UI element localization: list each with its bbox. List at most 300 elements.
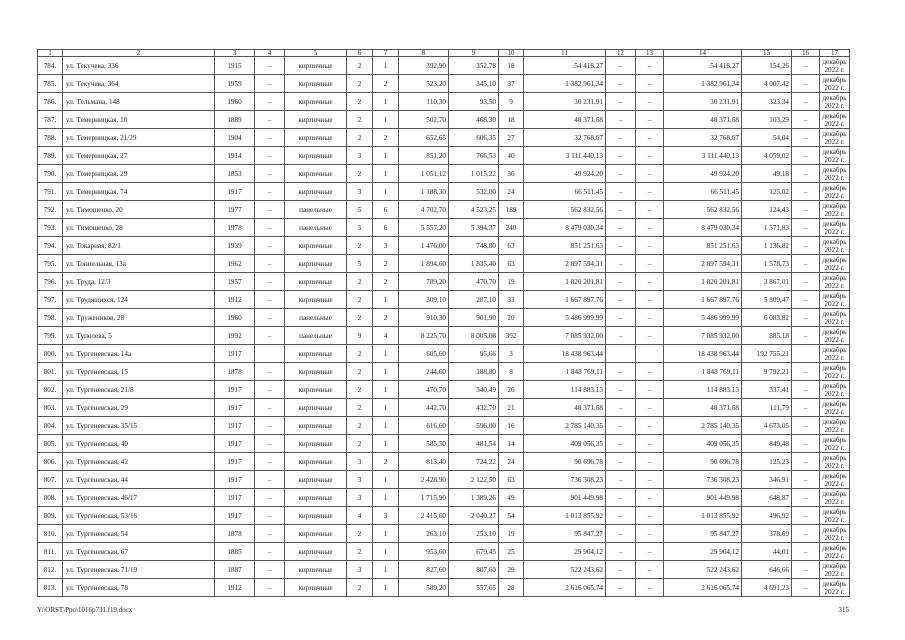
column-number: 9 [449, 50, 499, 57]
address-cell: ул. Тургеневская, 53/16 [63, 507, 215, 525]
table-cell: 808. [38, 489, 63, 507]
table-cell: 24 [499, 453, 524, 471]
table-cell: 3 111 440,13 [524, 147, 606, 165]
table-cell: 1 015,22 [449, 165, 499, 183]
column-number: 5 [285, 50, 347, 57]
column-number: 11 [524, 50, 606, 57]
table-row [38, 111, 850, 129]
table-cell: – [792, 129, 820, 147]
month-cell: декабрь 2022 г. [820, 165, 850, 183]
table-cell: 29 [499, 561, 524, 579]
table-cell: 812. [38, 561, 63, 579]
table-cell: – [255, 525, 285, 543]
table-cell: 481,54 [449, 435, 499, 453]
month-cell: декабрь 2022 г. [820, 363, 850, 381]
table-cell: 90 696,78 [524, 453, 606, 471]
table-cell: 1 578,73 [742, 255, 792, 273]
table-cell: 18 438 963,44 [524, 345, 606, 363]
table-cell: 66 511,45 [524, 183, 606, 201]
column-number: 8 [399, 50, 449, 57]
footer-page-number: 315 [838, 606, 849, 614]
table-cell: 605,60 [399, 345, 449, 363]
table-cell: 797. [38, 291, 63, 309]
table-row [38, 93, 850, 111]
table-cell: – [606, 327, 636, 345]
table-row [38, 183, 850, 201]
table-cell: 1878 [215, 363, 255, 381]
table-cell: 557,65 [449, 579, 499, 597]
table-cell: 6 [373, 219, 399, 237]
table-cell: – [792, 93, 820, 111]
table-cell: 791. [38, 183, 63, 201]
table-cell: 496,92 [742, 507, 792, 525]
table-cell: – [636, 327, 664, 345]
table-cell: кирпичные [285, 129, 347, 147]
table-cell: 953,60 [399, 543, 449, 561]
table-cell: – [792, 561, 820, 579]
table-row [38, 525, 850, 543]
column-number: 2 [63, 50, 215, 57]
address-cell: ул. Темерницкая, 10 [63, 111, 215, 129]
table-cell: 1960 [215, 309, 255, 327]
table-cell: – [636, 489, 664, 507]
table-cell: 748,80 [449, 237, 499, 255]
table-cell: 2 [347, 417, 373, 435]
footer-file-path: Y:\ORST\Ppo\1016p731.f19.docx [37, 606, 133, 614]
table-cell: – [636, 561, 664, 579]
table-cell: 18 [499, 57, 524, 75]
table-cell: 798. [38, 309, 63, 327]
table-cell: 49,18 [742, 165, 792, 183]
table-cell: панельные [285, 201, 347, 219]
table-cell: – [636, 453, 664, 471]
month-cell: декабрь 2022 г. [820, 435, 850, 453]
table-cell: – [606, 561, 636, 579]
table-cell: 785. [38, 75, 63, 93]
column-number-row [38, 50, 850, 57]
table-row [38, 291, 850, 309]
table-cell: – [792, 201, 820, 219]
table-cell: 2 415,60 [399, 507, 449, 525]
table-cell: 48 371,68 [664, 111, 742, 129]
table-cell: кирпичные [285, 363, 347, 381]
table-cell: 8 225,70 [399, 327, 449, 345]
table-cell: 14 [499, 435, 524, 453]
table-cell: 1 [373, 543, 399, 561]
table-cell: 1 051,12 [399, 165, 449, 183]
column-number: 13 [636, 50, 664, 57]
column-number: 16 [792, 50, 820, 57]
month-cell: декабрь 2022 г. [820, 417, 850, 435]
table-cell: – [255, 363, 285, 381]
table-cell: 4 702,70 [399, 201, 449, 219]
month-cell: декабрь 2022 г. [820, 273, 850, 291]
table-cell: 1 571,83 [742, 219, 792, 237]
address-cell: ул. Тургеневская, 54 [63, 525, 215, 543]
table-cell: 345,10 [449, 75, 499, 93]
table-cell: 110,30 [399, 93, 449, 111]
table-cell: 851 251,63 [524, 237, 606, 255]
column-number: 6 [347, 50, 373, 57]
month-cell: декабрь 2022 г. [820, 507, 850, 525]
month-cell: декабрь 2022 г. [820, 147, 850, 165]
table-cell: 287,10 [449, 291, 499, 309]
table-cell: 2 785 140,35 [524, 417, 606, 435]
table-cell: 4 [373, 327, 399, 345]
table-cell: – [606, 201, 636, 219]
table-cell: 646,66 [742, 561, 792, 579]
table-cell: 792. [38, 201, 63, 219]
table-cell: – [606, 543, 636, 561]
table-cell: – [636, 291, 664, 309]
month-cell: декабрь 2022 г. [820, 381, 850, 399]
table-cell [792, 345, 820, 363]
table-cell: 801. [38, 363, 63, 381]
table-cell: 66 511,45 [664, 183, 742, 201]
table-cell: 851 251,63 [664, 237, 742, 255]
table-cell: 3 [347, 471, 373, 489]
table-cell: 806. [38, 453, 63, 471]
table-cell: – [606, 363, 636, 381]
month-cell: декабрь 2022 г. [820, 579, 850, 597]
table-cell: панельные [285, 309, 347, 327]
table-cell: – [606, 507, 636, 525]
table-cell: 20 [499, 309, 524, 327]
table-cell: 2 [347, 75, 373, 93]
table-cell: 679,45 [449, 543, 499, 561]
table-cell: 2 [347, 165, 373, 183]
table-row [38, 543, 850, 561]
month-cell: декабрь 2022 г. [820, 219, 850, 237]
table-cell: 154,26 [742, 57, 792, 75]
table-cell: 432,70 [449, 399, 499, 417]
table-cell: 1 013 855,92 [664, 507, 742, 525]
table-cell: 470,70 [399, 381, 449, 399]
table-cell: – [792, 363, 820, 381]
table-cell: – [792, 489, 820, 507]
table-cell: 1 [373, 165, 399, 183]
table-cell: – [636, 507, 664, 525]
table-cell: кирпичные [285, 183, 347, 201]
table-row [38, 129, 850, 147]
table-cell: – [792, 507, 820, 525]
table-cell: 804. [38, 417, 63, 435]
table-cell: – [255, 579, 285, 597]
table-cell: 5 [347, 201, 373, 219]
table-cell: 4 007,42 [742, 75, 792, 93]
table-cell: 1 715,90 [399, 489, 449, 507]
table-cell: 9 [499, 93, 524, 111]
table-cell: 30 231,91 [664, 93, 742, 111]
table-cell: 63 [499, 255, 524, 273]
table-cell: 125,02 [742, 183, 792, 201]
table-row [38, 363, 850, 381]
table-cell: 606,35 [449, 129, 499, 147]
table-row [38, 57, 850, 75]
table-row [38, 471, 850, 489]
table-cell: – [636, 237, 664, 255]
table-cell: 910,30 [399, 309, 449, 327]
table-cell: – [792, 57, 820, 75]
table-cell: 1 [373, 561, 399, 579]
table-cell: 44,01 [742, 543, 792, 561]
table-cell: 93,50 [449, 93, 499, 111]
table-cell: 803. [38, 399, 63, 417]
table-cell: – [255, 327, 285, 345]
table-cell: – [792, 255, 820, 273]
table-cell: 1 [373, 435, 399, 453]
table-cell: 25 [499, 543, 524, 561]
table-cell: 49 [499, 489, 524, 507]
table-cell: 32 768,07 [524, 129, 606, 147]
table-cell: 1917 [215, 381, 255, 399]
table-cell: – [255, 57, 285, 75]
table-cell: 21 [499, 399, 524, 417]
table-cell: – [606, 417, 636, 435]
table-cell: – [636, 471, 664, 489]
address-cell: ул. Тургеневская, 67 [63, 543, 215, 561]
address-cell: ул. Тимошенко, 20 [63, 201, 215, 219]
table-cell: 33 [499, 291, 524, 309]
table-cell: – [606, 183, 636, 201]
address-cell: ул. Тургеневская, 44 [63, 471, 215, 489]
table-cell: – [792, 75, 820, 93]
month-cell: декабрь 2022 г. [820, 57, 850, 75]
table-cell: 522 243,62 [664, 561, 742, 579]
table-cell: 2 785 140,35 [664, 417, 742, 435]
table-cell: – [636, 273, 664, 291]
table-row [38, 309, 850, 327]
table-cell: – [636, 543, 664, 561]
table-cell: 2 [347, 345, 373, 363]
column-number: 4 [255, 50, 285, 57]
table-cell: 244,60 [399, 363, 449, 381]
table-row [38, 165, 850, 183]
address-cell: ул. Текучева, 336 [63, 57, 215, 75]
table-cell: – [255, 111, 285, 129]
table-cell: – [636, 219, 664, 237]
table-cell: 3 [347, 489, 373, 507]
table-cell: 188,80 [449, 363, 499, 381]
address-cell: ул. Тургеневская, 29 [63, 399, 215, 417]
table-cell: 3 [347, 453, 373, 471]
table-cell: 1917 [215, 417, 255, 435]
table-cell: 523,20 [399, 75, 449, 93]
table-cell: 2 [373, 255, 399, 273]
month-cell: декабрь 2022 г. [820, 345, 850, 363]
table-cell: – [255, 399, 285, 417]
table-cell: кирпичные [285, 435, 347, 453]
table-cell: 1917 [215, 345, 255, 363]
table-cell: – [792, 237, 820, 255]
table-cell: 468,30 [449, 111, 499, 129]
month-cell: декабрь 2022 г. [820, 525, 850, 543]
table-cell: 1992 [215, 327, 255, 345]
table-cell: 789. [38, 147, 63, 165]
address-cell: ул. Тургеневская, 46/17 [63, 489, 215, 507]
table-cell: 648,87 [742, 489, 792, 507]
table-cell: – [792, 399, 820, 417]
table-cell: 562 832,56 [664, 201, 742, 219]
table-cell: 1 848 769,11 [524, 363, 606, 381]
table-cell: – [255, 453, 285, 471]
table-cell: – [255, 273, 285, 291]
table-cell: 2 897 594,31 [664, 255, 742, 273]
table-cell: – [792, 309, 820, 327]
table-cell: 562 832,56 [524, 201, 606, 219]
table-cell: – [255, 381, 285, 399]
table-cell: 1 835,40 [449, 255, 499, 273]
table-cell: 901 449,98 [664, 489, 742, 507]
table-cell: 1853 [215, 165, 255, 183]
table-cell: 378,69 [742, 525, 792, 543]
table-cell: 1912 [215, 291, 255, 309]
table-cell: кирпичные [285, 147, 347, 165]
table-cell: 3 [373, 507, 399, 525]
table-cell: 5 486 999,99 [664, 309, 742, 327]
table-cell: 2 [347, 93, 373, 111]
table-cell: 54 [499, 507, 524, 525]
table-cell: 29 904,12 [524, 543, 606, 561]
table-cell: 901,90 [449, 309, 499, 327]
month-cell: декабрь 2022 г. [820, 399, 850, 417]
table-cell: 1889 [215, 111, 255, 129]
table-cell: 4 523,25 [449, 201, 499, 219]
table-cell: 3 867,01 [742, 273, 792, 291]
month-cell: декабрь 2022 г. [820, 183, 850, 201]
table-cell: – [636, 111, 664, 129]
table-row [38, 237, 850, 255]
table-cell: 1 [373, 183, 399, 201]
table-cell: 2 [373, 129, 399, 147]
table-cell: 6 083,82 [742, 309, 792, 327]
table-cell: 1 476,00 [399, 237, 449, 255]
table-cell: 409 056,35 [524, 435, 606, 453]
table-cell: 799. [38, 327, 63, 345]
table-cell: – [792, 165, 820, 183]
address-cell: ул. Туполева, 5 [63, 327, 215, 345]
table-cell: кирпичные [285, 291, 347, 309]
table-cell: – [792, 543, 820, 561]
table-cell: 323,34 [742, 93, 792, 111]
table-cell: – [255, 561, 285, 579]
table-cell: кирпичные [285, 543, 347, 561]
table-cell: 5 486 999,99 [524, 309, 606, 327]
table-cell: 1 [373, 579, 399, 597]
table-row [38, 147, 850, 165]
table-cell: 1 382 961,34 [664, 75, 742, 93]
table-cell: 1885 [215, 543, 255, 561]
table-cell: кирпичные [285, 525, 347, 543]
table-cell: – [636, 309, 664, 327]
table-cell: 789,20 [399, 273, 449, 291]
table-cell: 18 438 963,44 [664, 345, 742, 363]
table-cell: – [636, 147, 664, 165]
address-cell: ул. Токарная, 82/1 [63, 237, 215, 255]
table-cell: 807,60 [449, 561, 499, 579]
table-row [38, 489, 850, 507]
table-cell: 522 243,62 [524, 561, 606, 579]
table-cell: – [606, 471, 636, 489]
table-cell: 1917 [215, 399, 255, 417]
table-cell: 49 924,20 [524, 165, 606, 183]
table-cell: – [636, 201, 664, 219]
table-cell: 2 [347, 399, 373, 417]
table-cell: 95,66 [449, 345, 499, 363]
table-cell: 1977 [215, 201, 255, 219]
table-cell: – [606, 453, 636, 471]
table-cell: 1878 [215, 525, 255, 543]
table-cell: кирпичные [285, 165, 347, 183]
month-cell: декабрь 2022 г. [820, 327, 850, 345]
month-cell: декабрь 2022 г. [820, 111, 850, 129]
table-cell: 5 809,47 [742, 291, 792, 309]
table-cell: 1 820 201,81 [664, 273, 742, 291]
table-cell: 1 667 897,76 [524, 291, 606, 309]
column-number: 12 [606, 50, 636, 57]
table-cell: – [636, 417, 664, 435]
table-cell: – [255, 183, 285, 201]
table-cell: – [792, 381, 820, 399]
table-cell: 1 382 961,34 [524, 75, 606, 93]
table-cell: 36 [499, 165, 524, 183]
table-cell: 795. [38, 255, 63, 273]
table-cell: 1915 [215, 57, 255, 75]
table-cell: кирпичные [285, 57, 347, 75]
address-cell: ул. Тоннельная, 13а [63, 255, 215, 273]
table-cell: 1887 [215, 561, 255, 579]
address-cell: ул. Тимошенко, 28 [63, 219, 215, 237]
register-table [37, 49, 850, 597]
table-row [38, 399, 850, 417]
table-cell: 1912 [215, 579, 255, 597]
table-cell: 1914 [215, 147, 255, 165]
address-cell: ул. Темерницкая, 29 [63, 165, 215, 183]
table-cell: – [636, 363, 664, 381]
address-cell: ул. Тургеневская, 21/8 [63, 381, 215, 399]
address-cell: ул. Тружеников, 28 [63, 309, 215, 327]
table-cell: 585,50 [399, 435, 449, 453]
table-cell: кирпичные [285, 75, 347, 93]
table-cell: кирпичные [285, 381, 347, 399]
table-cell: кирпичные [285, 489, 347, 507]
table-cell: 1 [373, 93, 399, 111]
table-cell: 532,00 [449, 183, 499, 201]
table-cell: 787. [38, 111, 63, 129]
table-cell: – [636, 399, 664, 417]
table-cell: панельные [285, 219, 347, 237]
table-cell: кирпичные [285, 237, 347, 255]
address-cell: ул. Текучева, 364 [63, 75, 215, 93]
table-cell: 2 122,50 [449, 471, 499, 489]
table-cell: 1 [373, 111, 399, 129]
table-cell: кирпичные [285, 255, 347, 273]
table-cell: 1962 [215, 255, 255, 273]
table-cell: – [606, 165, 636, 183]
table-cell: 784. [38, 57, 63, 75]
table-cell: – [255, 309, 285, 327]
column-number: 15 [742, 50, 792, 57]
table-cell: 1904 [215, 129, 255, 147]
table-cell: 5 557,20 [399, 219, 449, 237]
table-cell: кирпичные [285, 507, 347, 525]
table-cell: – [792, 471, 820, 489]
table-cell: 1 [373, 471, 399, 489]
table-cell: 766,53 [449, 147, 499, 165]
month-cell: декабрь 2022 г. [820, 93, 850, 111]
table-cell: – [606, 525, 636, 543]
table-body [38, 50, 850, 597]
